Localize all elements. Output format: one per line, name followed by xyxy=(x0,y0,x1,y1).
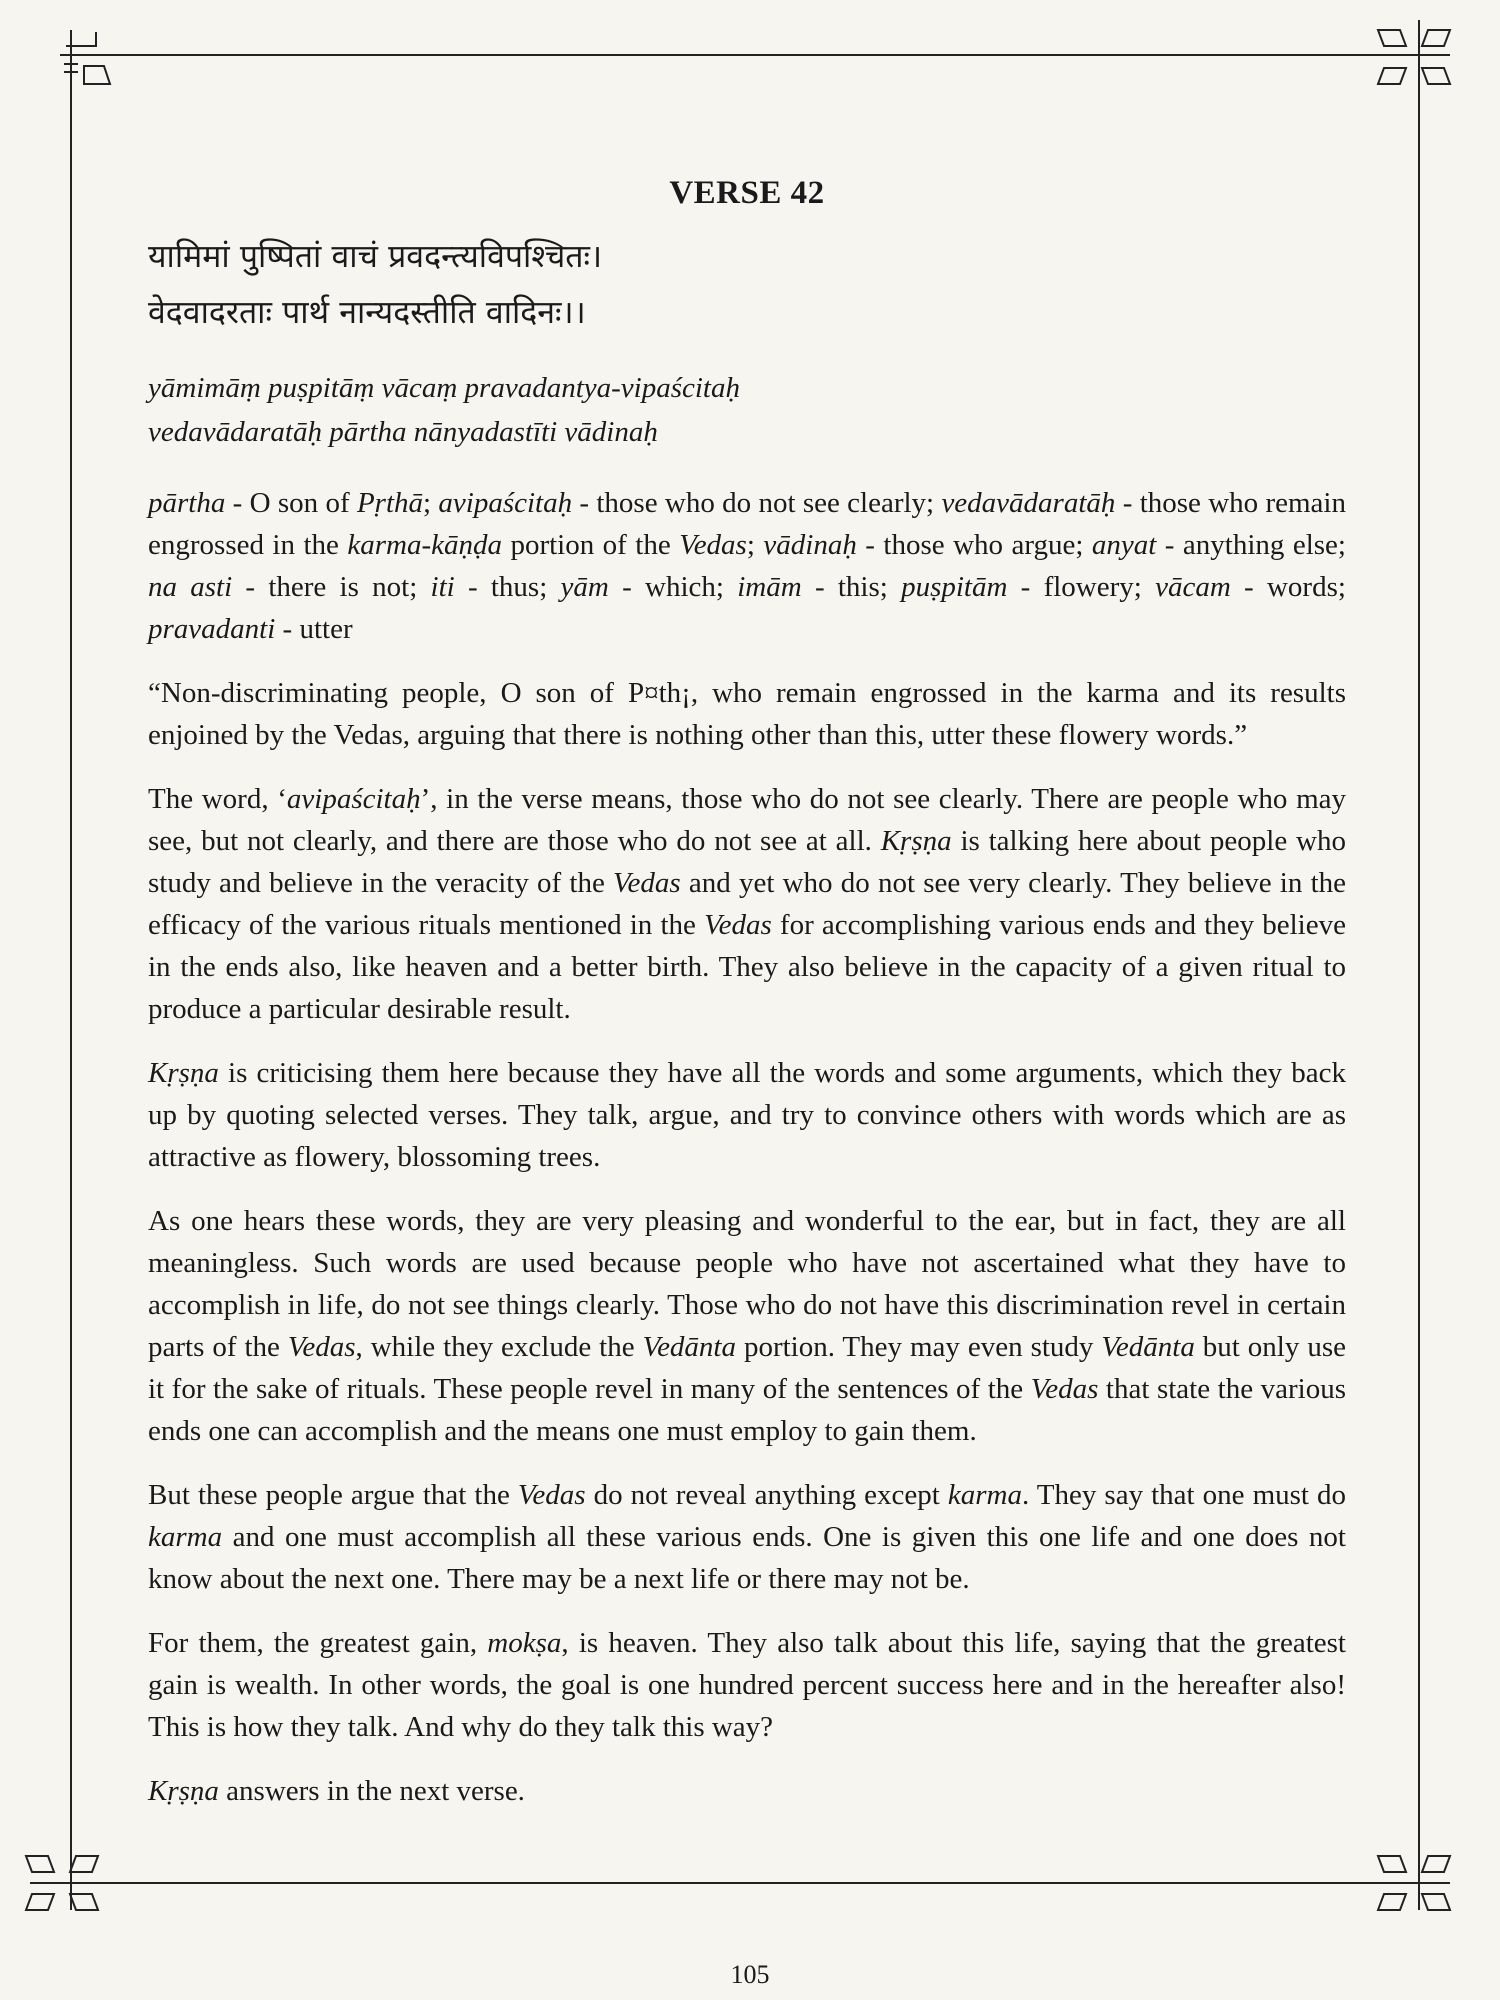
glossary-term: na asti xyxy=(148,571,233,603)
glossary-separator: - xyxy=(1007,571,1044,603)
text-run: is criticising them here because they have all the words and some arguments, which they back up by quoting selected verses. They talk, argue, and try to convince others with words which are as attractive as flowery, blossoming trees. xyxy=(148,1057,1346,1173)
text-run: portion. They may even study xyxy=(736,1331,1102,1363)
glossary-term: iti xyxy=(430,571,455,603)
glossary-definition: there is not; xyxy=(268,571,431,603)
glossary-term: vedavādaratāḥ xyxy=(941,487,1116,519)
glossary-separator: - xyxy=(1115,487,1140,519)
glossary-definition: which; xyxy=(645,571,738,603)
glossary-definition: ; xyxy=(423,487,439,519)
word-meaning-glossary xyxy=(148,482,1346,650)
italic-term: Vedānta xyxy=(1101,1331,1195,1363)
glossary-separator: - xyxy=(225,487,250,519)
commentary xyxy=(148,778,1346,1812)
commentary-paragraph xyxy=(148,1052,1346,1178)
frame-top-rule xyxy=(60,54,1450,56)
glossary-definition: this; xyxy=(837,571,902,603)
text-run: But these people argue that the xyxy=(148,1479,518,1511)
italic-term: Vedas xyxy=(704,909,772,941)
glossary-term: puṣpitām xyxy=(901,571,1008,603)
glossary-definition-italic: Pṛthā xyxy=(356,487,424,519)
frame-left-rule xyxy=(70,30,72,1910)
glossary-definition: thus; xyxy=(490,571,561,603)
text-run: For them, the greatest gain, xyxy=(148,1627,488,1659)
sanskrit-verse xyxy=(148,228,1346,340)
page-number: 105 xyxy=(730,1960,770,1989)
glossary-term: avipaścitaḥ xyxy=(438,487,573,519)
glossary-separator: - xyxy=(275,613,300,645)
glossary-separator: - xyxy=(608,571,646,603)
commentary-paragraph xyxy=(148,1200,1346,1452)
transliteration xyxy=(148,366,1346,454)
text-run: , is heaven. They also talk about this life, saying that the greatest gain is wealth. In other words, the goal is one hundred percent success here and in the hereafter also! This is how they talk. And why do they talk this way? xyxy=(148,1627,1346,1743)
commentary-paragraph xyxy=(148,1770,1346,1812)
sanskrit-line-1: यामिमां पुष्पितां वाचं प्रवदन्त्यविपश्चितः। xyxy=(148,237,603,275)
text-run: answers in the next verse. xyxy=(218,1775,525,1807)
italic-term: karma xyxy=(947,1479,1022,1511)
italic-term: Kṛṣṇa xyxy=(880,825,952,857)
glossary-separator: - xyxy=(232,571,269,603)
page-content xyxy=(148,175,1346,1834)
text-run: . They say that one must do xyxy=(1022,1479,1347,1511)
text-run: and yet who do not see very clearly. They believe in the efficacy of the various rituals mentioned in the xyxy=(148,867,1346,941)
text-run: do not reveal anything except xyxy=(585,1479,948,1511)
text-run: for accomplishing various ends and they believe in the ends also, like heaven and a better birth. They also believe in the capacity of a given ritual to produce a particular desirable result. xyxy=(148,909,1346,1025)
glossary-term: vācam xyxy=(1155,571,1231,603)
italic-term: Vedas xyxy=(517,1479,586,1511)
commentary-paragraph xyxy=(148,778,1346,1030)
text-run: As one hears these words, they are very pleasing and wonderful to the ear, but in fact, they are all meaningless. Such words are used because people who have not ascertained what they have to accomplish in life, do not see things clearly. Those who do not have this discrimination revel in certain parts of the xyxy=(148,1205,1346,1363)
italic-term: mokṣa xyxy=(487,1627,562,1659)
transliteration-line-1: yāmimāṃ puṣpitāṃ vācaṃ pravadantya-vipaścitaḥ xyxy=(148,372,740,404)
glossary-definition: those who argue; xyxy=(883,529,1092,561)
text-run: that state the various ends one can accomplish and the means one must employ to gain them. xyxy=(148,1373,1346,1447)
text-run: ’, in the verse means, those who do not see clearly. There are people who may see, but not clearly, and there are those who do not see at all. xyxy=(148,783,1346,857)
glossary-separator: - xyxy=(801,571,838,603)
italic-term: Vedānta xyxy=(642,1331,736,1363)
glossary-term: pārtha xyxy=(148,487,226,519)
italic-term: Kṛṣṇa xyxy=(148,1775,219,1807)
italic-term: Vedas xyxy=(1030,1373,1099,1405)
glossary-separator: - xyxy=(1230,571,1267,603)
italic-term: Vedas xyxy=(613,867,681,899)
corner-ornament-top-left xyxy=(56,22,146,112)
corner-ornament-bottom-right xyxy=(1372,1842,1462,1932)
glossary-term: vādinaḥ xyxy=(763,529,857,561)
glossary-definition: O son of xyxy=(249,487,357,519)
glossary-term: yām xyxy=(560,571,609,603)
italic-term: Vedas xyxy=(287,1331,356,1363)
glossary-definition: portion of the xyxy=(501,529,680,561)
glossary-term: imām xyxy=(737,571,802,603)
glossary-separator: - xyxy=(1156,529,1183,561)
glossary-definition: anything else; xyxy=(1182,529,1346,561)
glossary-separator: ; xyxy=(746,529,764,561)
commentary-paragraph xyxy=(148,1474,1346,1600)
glossary-definition: those who remain engrossed in the xyxy=(148,487,1346,561)
italic-term: avipaścitaḥ xyxy=(286,783,421,815)
italic-term: Kṛṣṇa xyxy=(148,1057,219,1089)
italic-term: karma xyxy=(148,1521,223,1553)
transliteration-line-2: vedavādaratāḥ pārtha nānyadastīti vādinaḥ xyxy=(148,416,658,448)
glossary-term: Vedas xyxy=(679,529,747,561)
frame-right-rule xyxy=(1418,20,1420,1910)
text-run: is talking here about people who study and believe in the veracity of the xyxy=(148,825,1346,899)
text-run: and one must accomplish all these various ends. One is given this one life and one does not know about the next one. There may be a next life or there may not be. xyxy=(148,1521,1346,1595)
glossary-definition: words; xyxy=(1266,571,1346,603)
glossary-separator: - xyxy=(572,487,597,519)
corner-ornament-bottom-left xyxy=(20,1842,110,1932)
text-run: The word, ‘ xyxy=(148,783,287,815)
verse-translation: “Non-discriminating people, O son of P¤th¡, who remain engrossed in the karma and its results enjoined by the Vedas, arguing that there is nothing other than this, utter these flowery words.” xyxy=(148,677,1346,751)
sanskrit-line-2: वेदवादरताः पार्थ नान्यदस्तीति वादिनः।। xyxy=(148,293,586,331)
glossary-separator: - xyxy=(856,529,884,561)
text-run: but only use it for the sake of rituals. These people revel in many of the sentences of the xyxy=(148,1331,1346,1405)
verse-title: VERSE 42 xyxy=(669,175,825,211)
text-run: , while they exclude the xyxy=(355,1331,643,1363)
glossary-term: pravadanti xyxy=(148,613,276,645)
glossary-definition: utter xyxy=(299,613,353,645)
commentary-paragraph xyxy=(148,1622,1346,1748)
glossary-definition: those who do not see clearly; xyxy=(596,487,942,519)
glossary-separator: - xyxy=(454,571,491,603)
glossary-term: anyat xyxy=(1091,529,1157,561)
glossary-definition-italic: karma-kāṇḍa xyxy=(347,529,502,561)
glossary-definition: flowery; xyxy=(1043,571,1156,603)
frame-bottom-rule xyxy=(30,1882,1450,1884)
corner-ornament-top-right xyxy=(1372,14,1462,104)
